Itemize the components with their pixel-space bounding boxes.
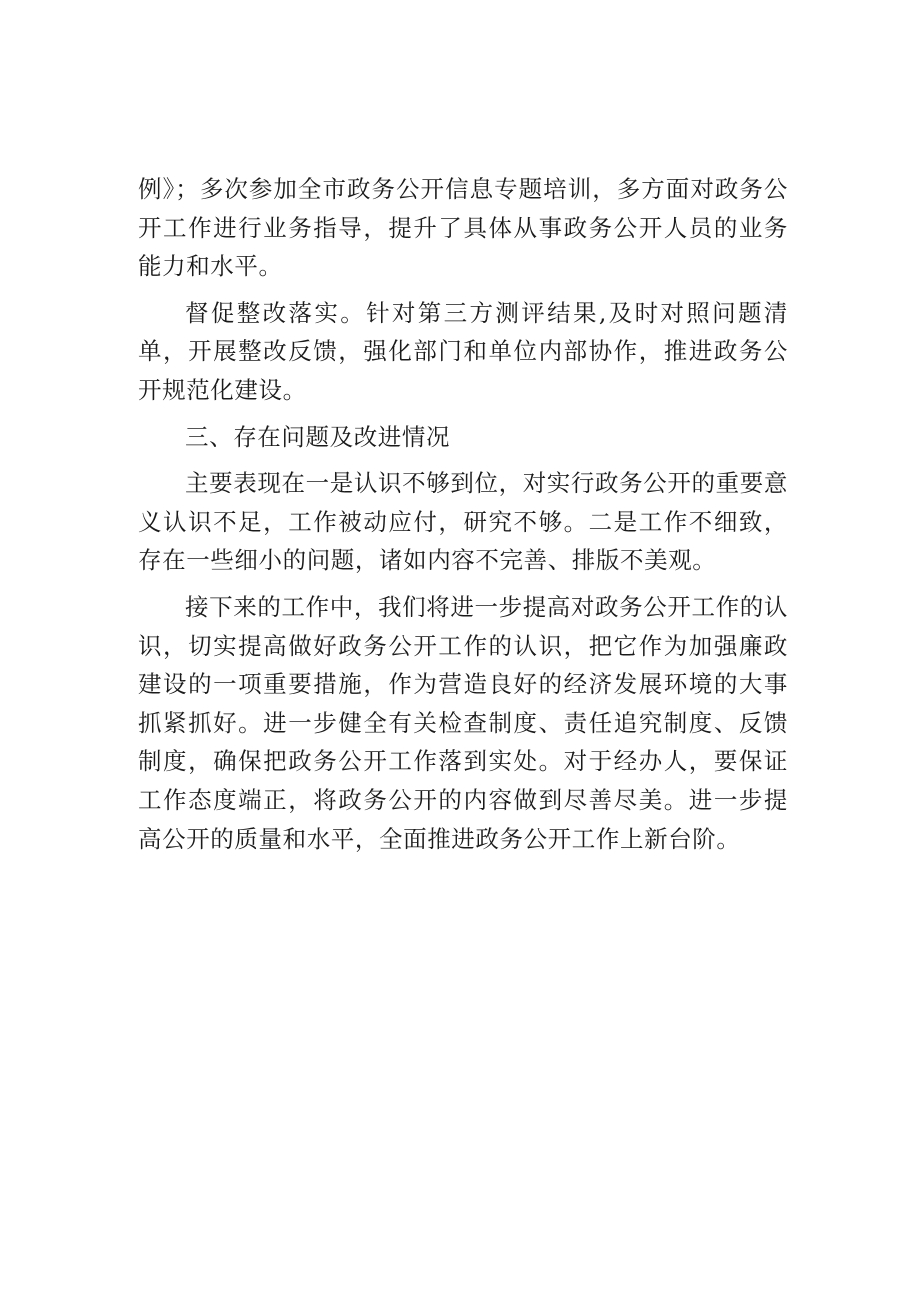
paragraph-rectification: 督促整改落实。针对第三方测评结果,及时对照问题清单，开展整改反馈，强化部门和单位内部协作，推进政务公开规范化建设。 [138,298,788,404]
paragraph-main-problems: 主要表现在一是认识不够到位，对实行政务公开的重要意义认识不足，工作被动应付，研究不够。二是工作不细致，存在一些细小的问题，诸如内容不完善、排版不美观。 [138,469,788,575]
paragraph-next-steps: 接下来的工作中，我们将进一步提高对政务公开工作的认识，切实提高做好政务公开工作的认识，把它作为加强廉政建设的一项重要措施，作为营造良好的经济发展环境的大事抓紧抓好。进一步健全有关检查制度、责任追究制度、反馈制度，确保把政务公开工作落到实处。对于经办人，要保证工作态度端正，将政务公开的内容做到尽善尽美。进一步提高公开的质量和水平，全面推进政务公开工作上新台阶。 [138,592,788,853]
paragraph-training: 例》；多次参加全市政务公开信息专题培训，多方面对政务公开工作进行业务指导，提升了具体从事政务公开人员的业务能力和水平。 [138,175,788,281]
section-heading-problems: 三、存在问题及改进情况 [185,422,451,451]
document-body [138,170,788,866]
